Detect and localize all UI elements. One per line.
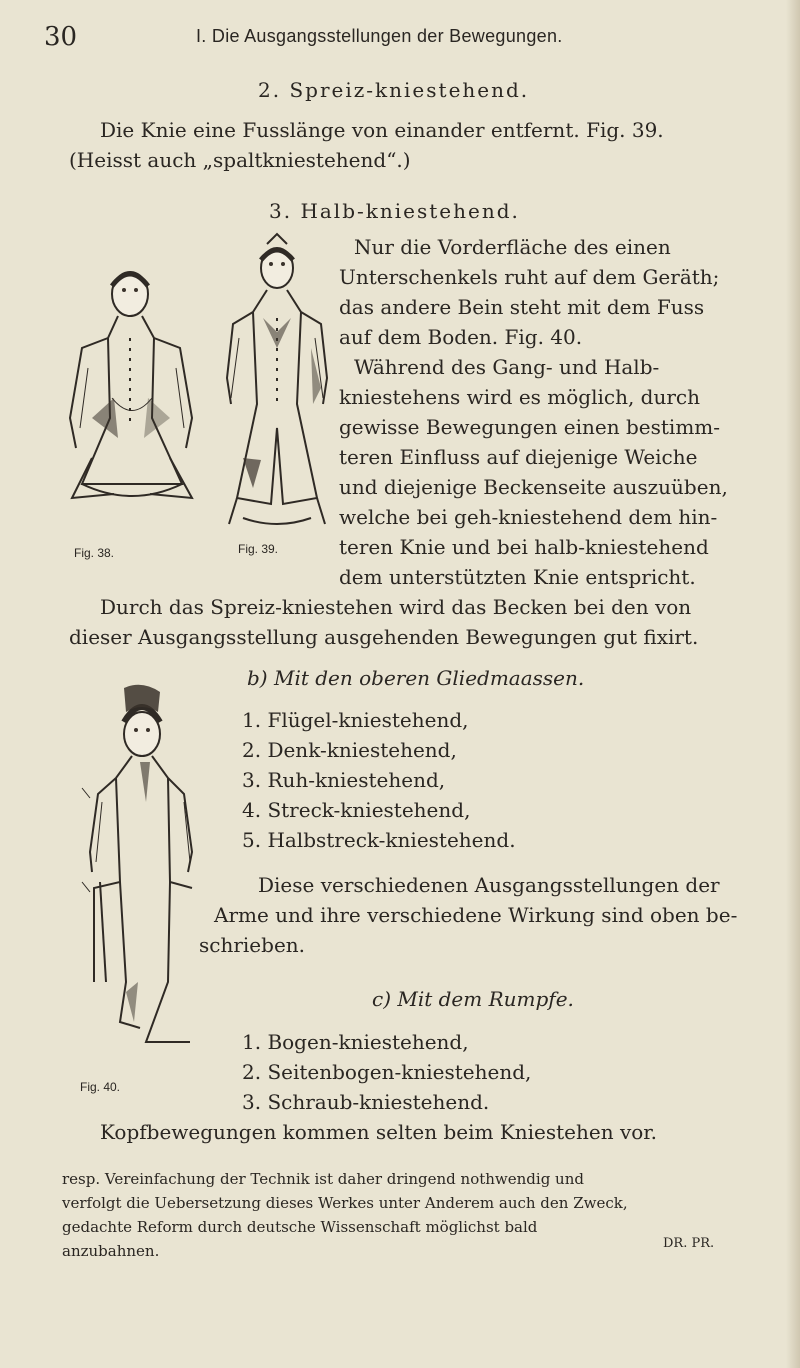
text-line: (Heisst auch „spaltkniestehend“.) <box>69 148 411 172</box>
section-heading-halb: 3. Halb-kniestehend. <box>269 199 520 223</box>
text-line: gewisse Bewegungen einen bestimm- <box>339 415 721 439</box>
list-item: 2. Denk-kniestehend, <box>242 738 457 762</box>
text-line: dem unterstützten Knie entspricht. <box>339 565 696 589</box>
footnote-line: anzubahnen. <box>62 1242 160 1260</box>
footnote-line: resp. Vereinfachung der Technik ist daher dringend nothwendig und <box>62 1170 584 1188</box>
running-head: I. Die Ausgangsstellungen der Bewegungen. <box>196 26 563 46</box>
page-number: 30 <box>44 22 78 52</box>
text-line: welche bei geh-kniestehend dem hin- <box>339 505 718 529</box>
list-item: 3. Ruh-kniestehend, <box>242 768 446 792</box>
caption-fig-38: Fig. 38. <box>74 546 115 560</box>
footnote-signature: DR. PR. <box>663 1236 715 1251</box>
text-line: Die Knie eine Fusslänge von einander entfernt. Fig. 39. <box>100 118 664 142</box>
section-heading-spreiz: 2. Spreiz-kniestehend. <box>258 78 530 102</box>
page-edge-shadow <box>786 0 800 1368</box>
text-line: kniestehens wird es möglich, durch <box>339 385 701 409</box>
figure-39-kneeling <box>213 228 341 538</box>
text-line: das andere Bein steht mit dem Fuss <box>339 295 705 319</box>
list-item: 1. Bogen-kniestehend, <box>242 1030 469 1054</box>
text-line: schrieben. <box>199 933 306 957</box>
section-heading-c: c) Mit dem Rumpfe. <box>372 987 574 1011</box>
text-line: dieser Ausgangsstellung ausgehenden Bewegungen gut fixirt. <box>69 625 699 649</box>
caption-fig-39: Fig. 39. <box>238 542 279 556</box>
list-item: 5. Halbstreck-kniestehend. <box>242 828 516 852</box>
figure-40-drawing <box>80 682 216 1062</box>
text-line: auf dem Boden. Fig. 40. <box>339 325 583 349</box>
list-item: 1. Flügel-kniestehend, <box>242 708 469 732</box>
text-line: teren Einfluss auf diejenige Weiche <box>339 445 698 469</box>
text-line: Unterschenkels ruht auf dem Geräth; <box>339 265 720 289</box>
section-heading-b: b) Mit den oberen Gliedmaassen. <box>247 666 585 690</box>
text-line: Diese verschiedenen Ausgangsstellungen der <box>258 873 720 897</box>
text-line: Während des Gang- und Halb- <box>354 355 660 379</box>
text-line: und diejenige Beckenseite auszuüben, <box>339 475 728 499</box>
list-item: 3. Schraub-kniestehend. <box>242 1090 490 1114</box>
list-item: 2. Seitenbogen-kniestehend, <box>242 1060 532 1084</box>
figure-39-drawing <box>213 228 341 538</box>
footnote-line: verfolgt die Uebersetzung dieses Werkes unter Anderem auch den Zweck, <box>62 1194 628 1212</box>
list-item: 4. Streck-kniestehend, <box>242 798 471 822</box>
text-line: Nur die Vorderfläche des einen <box>354 235 671 259</box>
text-line: Kopfbewegungen kommen selten beim Kniestehen vor. <box>100 1120 658 1144</box>
figure-38-drawing <box>52 248 212 528</box>
footnote-line: gedachte Reform durch deutsche Wissenschaft möglichst bald <box>62 1218 538 1236</box>
caption-fig-40: Fig. 40. <box>80 1080 121 1094</box>
figure-38-kneeling <box>52 248 212 528</box>
text-line: Arme und ihre verschiedene Wirkung sind oben be- <box>214 903 738 927</box>
text-line: teren Knie und bei halb-kniestehend <box>339 535 709 559</box>
figure-40-half-kneeling <box>80 682 216 1062</box>
text-line: Durch das Spreiz-kniestehen wird das Becken bei den von <box>100 595 692 619</box>
